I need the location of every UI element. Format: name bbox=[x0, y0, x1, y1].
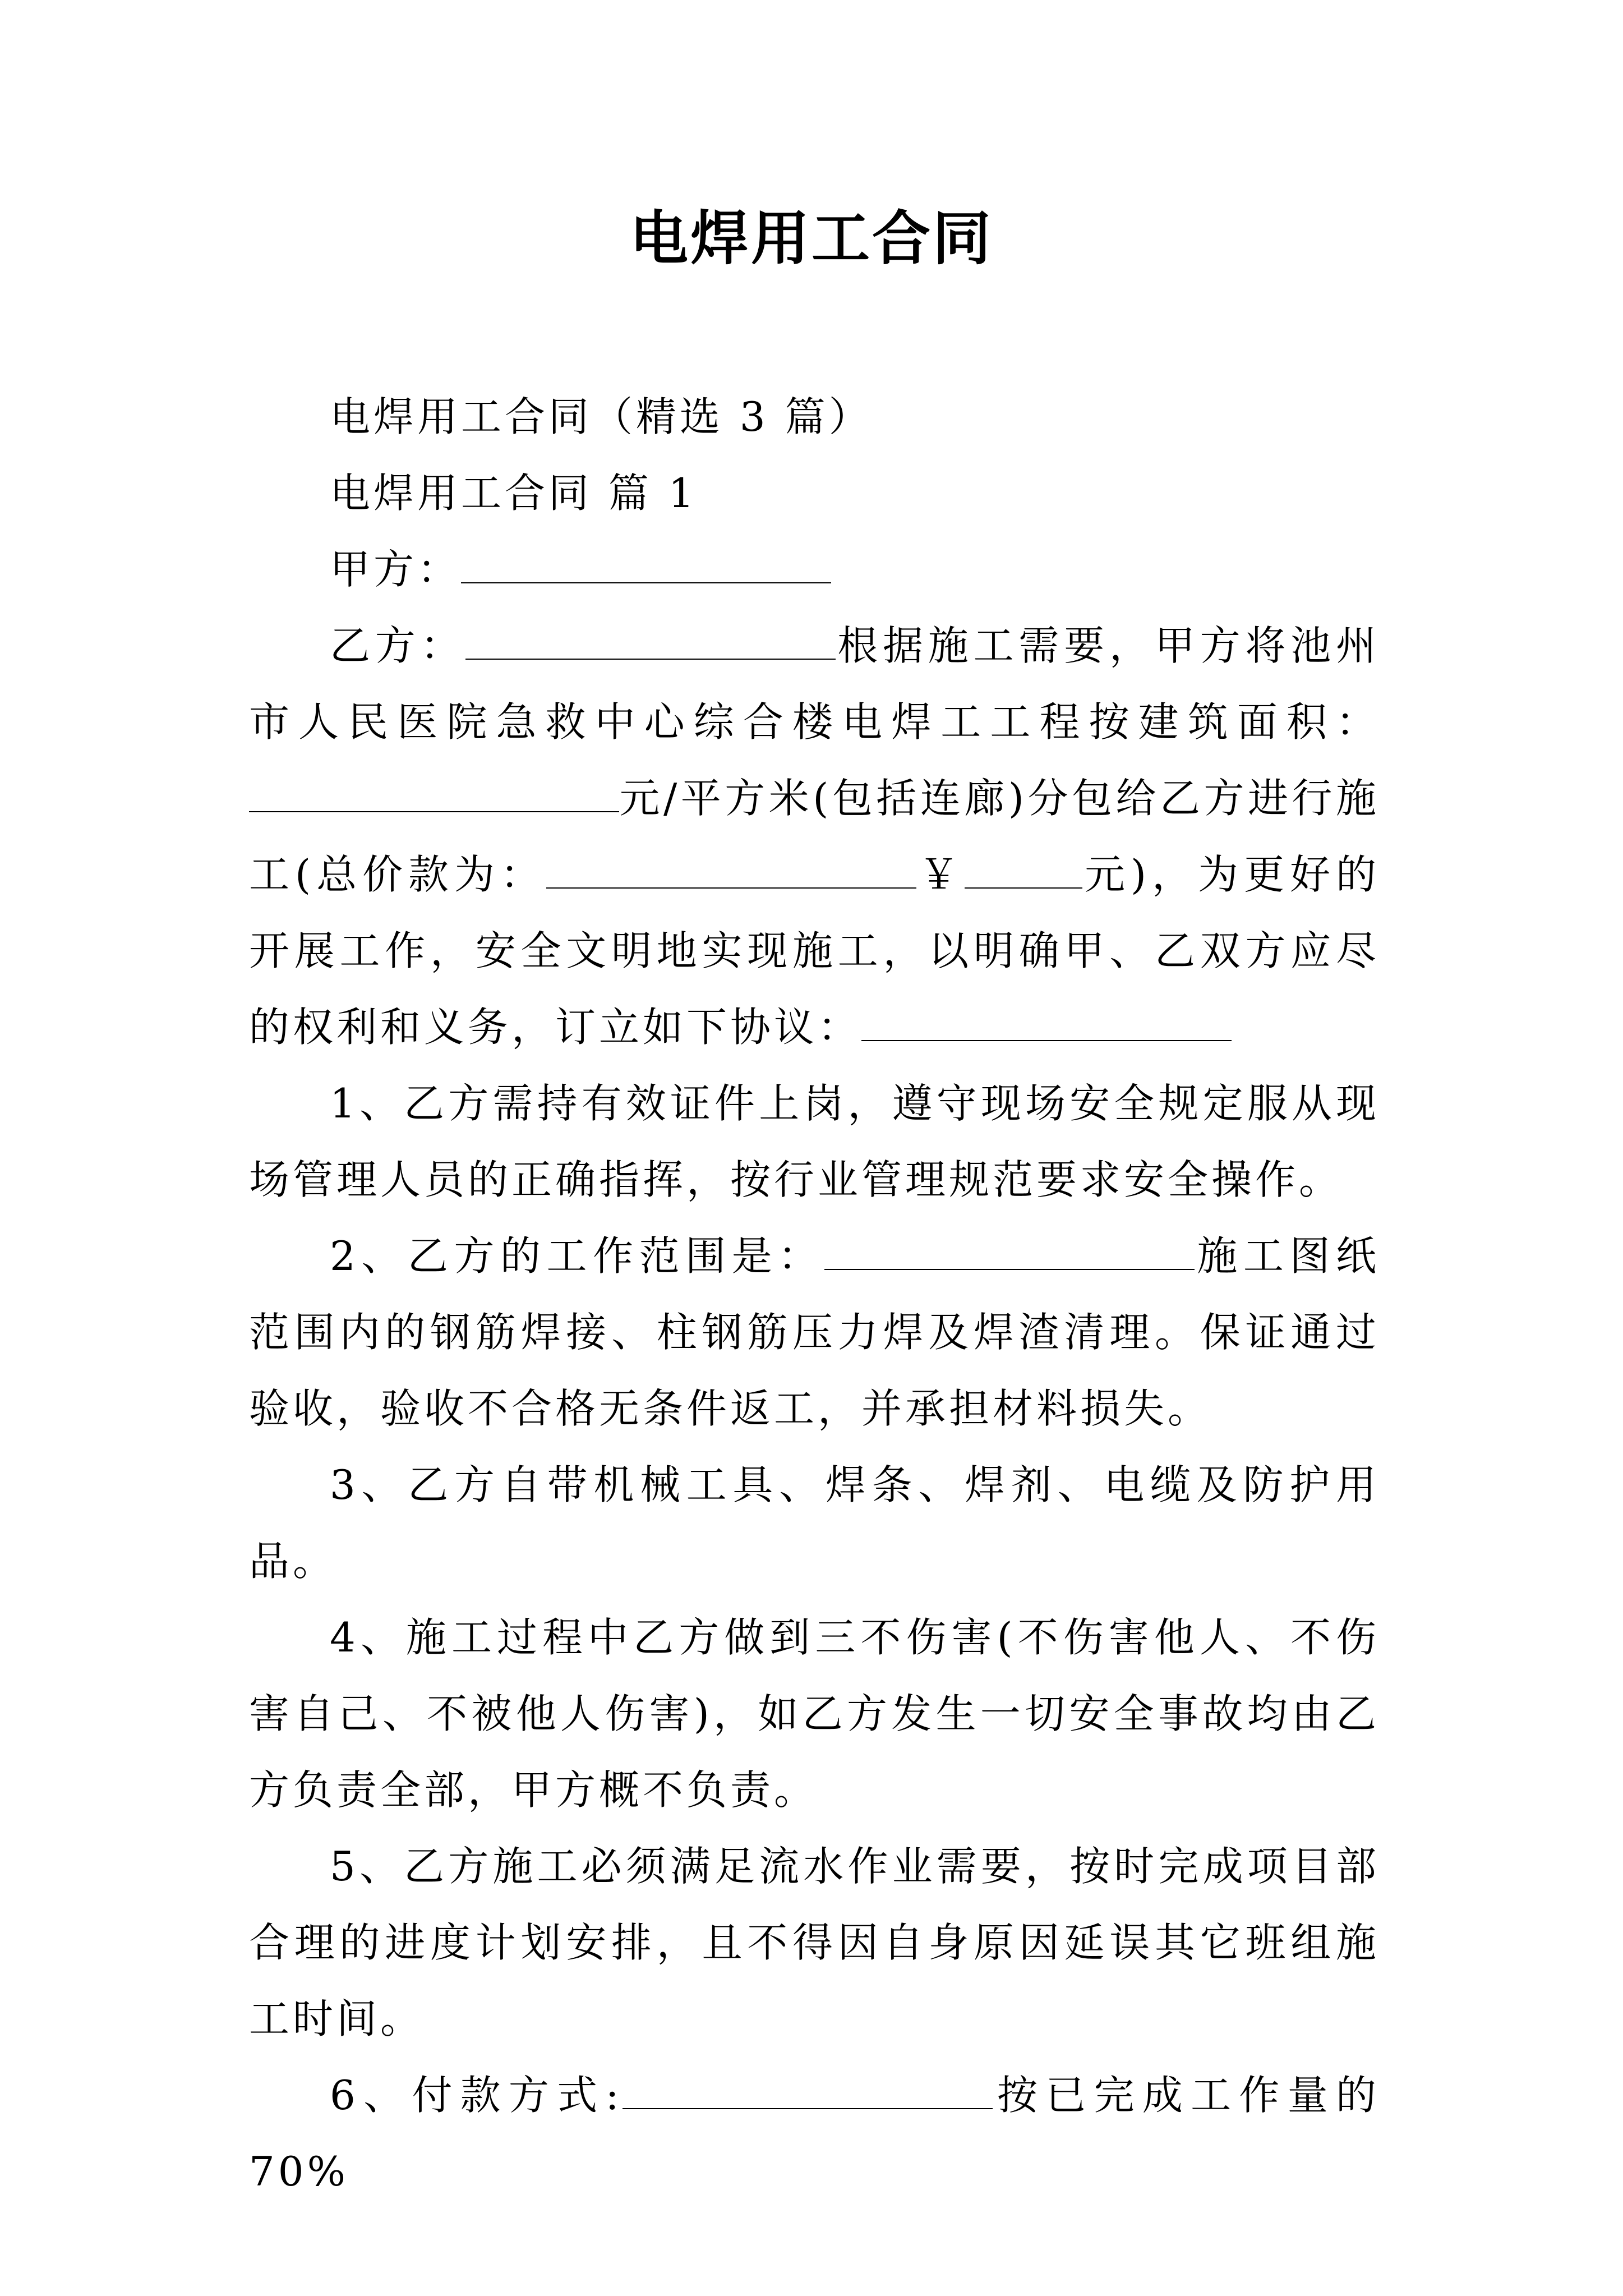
document-body bbox=[249, 379, 1380, 2210]
clause-2 bbox=[249, 1218, 1380, 1447]
clause-5: 5、乙方施工必须满足流水作业需要，按时完成项目部合理的进度计划安排，且不得因自身原因延误其它班组施工时间。 bbox=[249, 1843, 1380, 2042]
clause-4: 4、施工过程中乙方做到三不伤害(不伤害他人、不伤害自己、不被他人伤害)，如乙方发生一切安全事故均由乙方负责全部，甲方概不负责。 bbox=[249, 1614, 1380, 1814]
clause-3: 3、乙方自带机械工具、焊条、焊剂、电缆及防护用品。 bbox=[249, 1461, 1380, 1585]
payment-method-blank bbox=[623, 2077, 993, 2109]
document-subtitle: 电焊用工合同（精选 3 篇） bbox=[330, 393, 873, 440]
party-a-label: 甲方： bbox=[330, 546, 462, 593]
party-b-label: 乙方： bbox=[330, 622, 466, 669]
intro-text-3: 元)，为更好的开展工作，安全文明地实现施工，以明确甲、乙双方应尽的权利和义务，订立如下协议： bbox=[249, 851, 1380, 1051]
intro-text-1: 根据施工需要，甲方将池州市人民医院急救中心综合楼电焊工工程按建筑面积： bbox=[249, 622, 1380, 746]
intro-text-2: 元/平方米(包括连廊)分包给乙方进行施工(总价款为： bbox=[249, 775, 1380, 898]
total-price-blank bbox=[546, 856, 916, 889]
agreement-blank bbox=[861, 1009, 1232, 1041]
total-amount-blank bbox=[965, 856, 1082, 889]
party-a-blank bbox=[461, 551, 831, 583]
clause-1: 1、乙方需持有效证件上岗，遵守现场安全规定服从现场管理人员的正确指挥，按行业管理规范要求安全操作。 bbox=[249, 1080, 1380, 1203]
party-a-line bbox=[249, 531, 1380, 608]
clause-2-text-2: 施工图纸范围内的钢筋焊接、柱钢筋压力焊及焊渣清理。保证通过验收，验收不合格无条件返工，并承担材料损失。 bbox=[249, 1232, 1380, 1432]
work-scope-blank bbox=[824, 1237, 1195, 1270]
party-b-paragraph bbox=[249, 608, 1380, 1065]
clause-2-text-1: 2、乙方的工作范围是： bbox=[330, 1232, 824, 1280]
section-heading: 电焊用工合同 篇 1 bbox=[330, 470, 698, 517]
price-per-sqm-blank bbox=[249, 780, 619, 812]
party-b-blank bbox=[465, 627, 836, 660]
clause-6-text-2: 按已完成工作量的 70% bbox=[249, 2072, 1380, 2195]
clause-6-text-1: 6、付款方式: bbox=[330, 2072, 623, 2119]
clause-6 bbox=[249, 2057, 1380, 2210]
currency-symbol: ￥ bbox=[916, 851, 965, 898]
document-title: 电焊用工合同 bbox=[629, 204, 993, 273]
